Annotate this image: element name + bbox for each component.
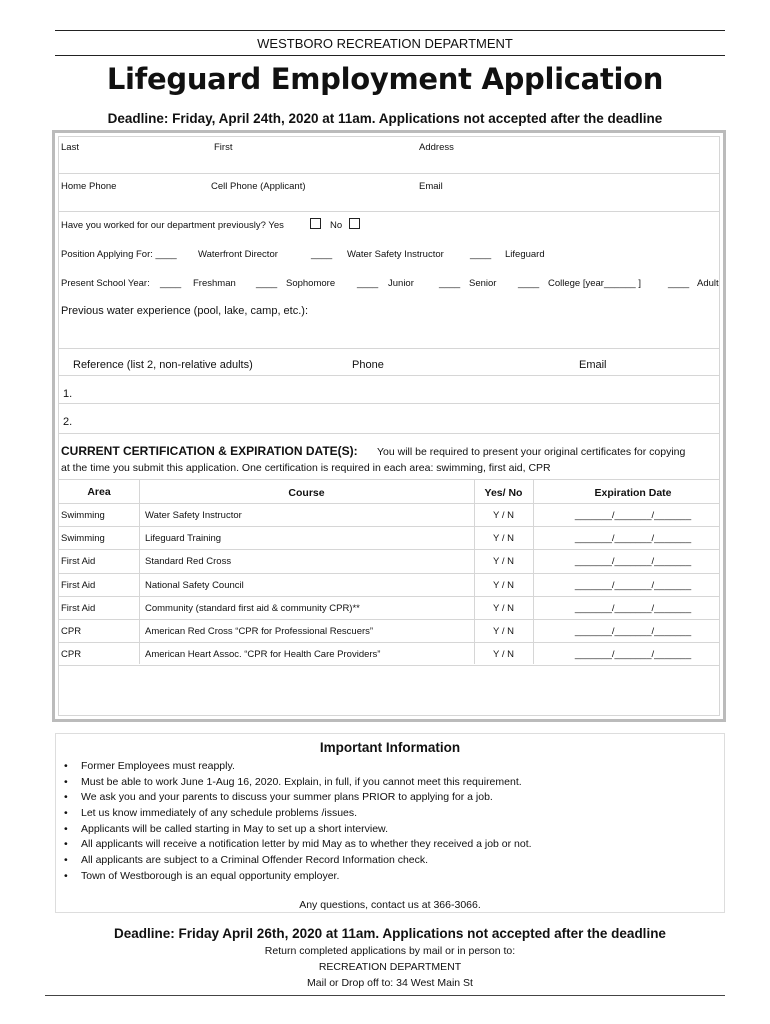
cert-row-yes-no[interactable]: Y / N bbox=[493, 626, 514, 637]
list-item: • Must be able to work June 1-Aug 16, 2020. Explain, in full, if you cannot meet this requirement. bbox=[64, 775, 532, 791]
divider bbox=[59, 211, 719, 212]
water-experience-field[interactable]: Previous water experience (pool, lake, camp, etc.): bbox=[61, 305, 309, 317]
table-row-divider bbox=[59, 596, 719, 597]
cert-row-yes-no[interactable]: Y / N bbox=[493, 602, 514, 614]
cert-row-expiration[interactable]: _______/_______/_______ bbox=[574, 649, 692, 661]
address-field[interactable]: Address bbox=[419, 142, 454, 153]
school-year-blank[interactable]: ____ bbox=[439, 278, 461, 289]
certification-heading: CURRENT CERTIFICATION & EXPIRATION DATE(S): bbox=[61, 444, 358, 458]
worked-before-yes-checkbox[interactable] bbox=[310, 218, 321, 229]
cert-row-area: First Aid bbox=[61, 556, 96, 568]
cert-row-expiration[interactable]: _______/_______/_______ bbox=[574, 510, 692, 521]
cert-row-expiration[interactable]: _______/_______/_______ bbox=[574, 556, 692, 568]
list-item: • All applicants will receive a notification letter by mid May as to whether they received a job or not. bbox=[64, 837, 532, 853]
first-name-field[interactable]: First bbox=[214, 142, 233, 153]
form-inner bbox=[58, 136, 720, 716]
worked-before-no-label: No bbox=[330, 220, 343, 231]
table-row-divider bbox=[59, 549, 719, 550]
table-row-divider bbox=[59, 526, 719, 527]
page-title: Lifeguard Employment Application bbox=[106, 62, 664, 96]
cert-row-course: Community (standard first aid & community CPR)** bbox=[145, 602, 360, 614]
school-year-blank[interactable]: ____ bbox=[160, 278, 182, 289]
divider bbox=[59, 503, 719, 504]
school-year-blank[interactable]: ____ bbox=[518, 278, 540, 289]
school-year-senior: Senior bbox=[469, 278, 497, 289]
cert-row-course: National Safety Council bbox=[145, 579, 244, 591]
reference-header: Reference (list 2, non-relative adults) bbox=[73, 359, 253, 371]
table-row-divider bbox=[59, 665, 719, 666]
list-item: • All applicants are subject to a Criminal Offender Record Information check. bbox=[64, 853, 532, 869]
list-item: • We ask you and your parents to discuss your summer plans PRIOR to applying for a job. bbox=[64, 790, 532, 806]
column-header-yes-no: Yes/ No bbox=[484, 487, 523, 499]
column-header-course: Course bbox=[288, 487, 325, 499]
position-blank[interactable]: ____ bbox=[311, 249, 333, 260]
table-row-divider bbox=[59, 642, 719, 643]
position-waterfront-director[interactable]: Waterfront Director bbox=[198, 249, 278, 260]
cert-row-area: First Aid bbox=[61, 602, 96, 614]
divider bbox=[59, 173, 719, 174]
return-instructions: Return completed applications by mail or in person to: bbox=[264, 945, 516, 957]
email-field[interactable]: Email bbox=[419, 181, 443, 192]
worked-before-question: Have you worked for our department previously? Yes bbox=[61, 220, 284, 231]
list-item: • Applicants will be called starting in May to set up a short interview. bbox=[64, 822, 532, 838]
cert-row-area: Swimming bbox=[61, 533, 105, 545]
school-year-blank[interactable]: ____ bbox=[668, 278, 690, 289]
school-year-college: College [year______ ] bbox=[548, 278, 641, 289]
bottom-rule bbox=[45, 995, 725, 996]
cert-row-yes-no[interactable]: Y / N bbox=[493, 649, 514, 661]
home-phone-field[interactable]: Home Phone bbox=[61, 181, 117, 192]
reference-phone-header: Phone bbox=[352, 359, 384, 371]
last-name-field[interactable]: Last bbox=[61, 142, 79, 153]
top-rule bbox=[55, 30, 725, 31]
return-department: RECREATION DEPARTMENT bbox=[318, 961, 462, 973]
deadline-top: Deadline: Friday, April 24th, 2020 at 11am. Applications not accepted after the deadline bbox=[107, 111, 663, 126]
position-label: Position Applying For: ____ bbox=[61, 249, 177, 260]
cert-row-expiration[interactable]: _______/_______/_______ bbox=[574, 579, 692, 591]
list-item: • Former Employees must reapply. bbox=[64, 759, 532, 775]
application-form bbox=[52, 130, 726, 722]
cert-row-course: Lifeguard Training bbox=[145, 533, 222, 545]
cert-row-yes-no[interactable]: Y / N bbox=[493, 510, 514, 521]
divider bbox=[59, 375, 719, 376]
list-item: • Let us know immediately of any schedule problems /issues. bbox=[64, 806, 532, 822]
column-divider bbox=[139, 479, 140, 664]
school-year-label: Present School Year: bbox=[61, 278, 150, 289]
column-header-area: Area bbox=[87, 486, 111, 498]
cert-row-yes-no[interactable]: Y / N bbox=[493, 579, 514, 591]
divider bbox=[59, 433, 719, 434]
important-info-title: Important Information bbox=[319, 740, 461, 755]
cert-row-yes-no[interactable]: Y / N bbox=[493, 533, 514, 545]
questions-contact: Any questions, contact us at 366-3066. bbox=[299, 899, 481, 911]
list-item: • Town of Westborough is an equal opportunity employer. bbox=[64, 869, 532, 885]
table-top-border bbox=[59, 479, 719, 480]
reference-line-1[interactable]: 1. bbox=[63, 388, 73, 400]
cert-row-area: Swimming bbox=[61, 510, 105, 521]
cert-row-area: CPR bbox=[61, 649, 82, 661]
school-year-junior: Junior bbox=[388, 278, 414, 289]
cert-row-yes-no[interactable]: Y / N bbox=[493, 556, 514, 568]
school-year-freshman: Freshman bbox=[193, 278, 236, 289]
cell-phone-field[interactable]: Cell Phone (Applicant) bbox=[211, 181, 306, 192]
cert-row-expiration[interactable]: _______/_______/_______ bbox=[574, 533, 692, 545]
position-water-safety-instructor[interactable]: Water Safety Instructor bbox=[347, 249, 444, 260]
certification-note-1: You will be required to present your original certificates for copying bbox=[377, 446, 686, 458]
cert-row-area: First Aid bbox=[61, 579, 96, 591]
cert-row-expiration[interactable]: _______/_______/_______ bbox=[574, 626, 692, 637]
certification-note-2: at the time you submit this application. One certification is required in each area: swimming, first aid, CPR bbox=[61, 462, 551, 474]
return-address: Mail or Drop off to: 34 West Main St bbox=[307, 977, 473, 989]
reference-line-2[interactable]: 2. bbox=[63, 416, 73, 428]
school-year-blank[interactable]: ____ bbox=[256, 278, 278, 289]
table-row-divider bbox=[59, 619, 719, 620]
column-header-expiration: Expiration Date bbox=[594, 487, 672, 499]
position-blank[interactable]: ____ bbox=[470, 249, 492, 260]
cert-row-course: American Heart Assoc. “CPR for Health Care Providers” bbox=[145, 649, 381, 661]
cert-row-expiration[interactable]: _______/_______/_______ bbox=[574, 602, 692, 614]
divider bbox=[59, 348, 719, 349]
cert-row-course: Standard Red Cross bbox=[145, 556, 232, 568]
important-info-list bbox=[64, 759, 532, 885]
cert-row-area: CPR bbox=[61, 626, 82, 637]
position-lifeguard[interactable]: Lifeguard bbox=[505, 249, 545, 260]
reference-email-header: Email bbox=[579, 359, 607, 371]
school-year-blank[interactable]: ____ bbox=[357, 278, 379, 289]
divider bbox=[59, 403, 719, 404]
school-year-sophomore: Sophomore bbox=[286, 278, 336, 289]
cert-row-course: American Red Cross “CPR for Professional Rescuers” bbox=[145, 626, 374, 637]
table-row-divider bbox=[59, 573, 719, 574]
worked-before-no-checkbox[interactable] bbox=[349, 218, 360, 229]
school-year-adult: Adult bbox=[697, 278, 719, 289]
department-name: WESTBORO RECREATION DEPARTMENT bbox=[257, 36, 513, 51]
deadline-bottom: Deadline: Friday April 26th, 2020 at 11am. Applications not accepted after the deadline bbox=[114, 926, 666, 941]
dept-rule bbox=[55, 55, 725, 56]
cert-row-course: Water Safety Instructor bbox=[145, 510, 242, 521]
